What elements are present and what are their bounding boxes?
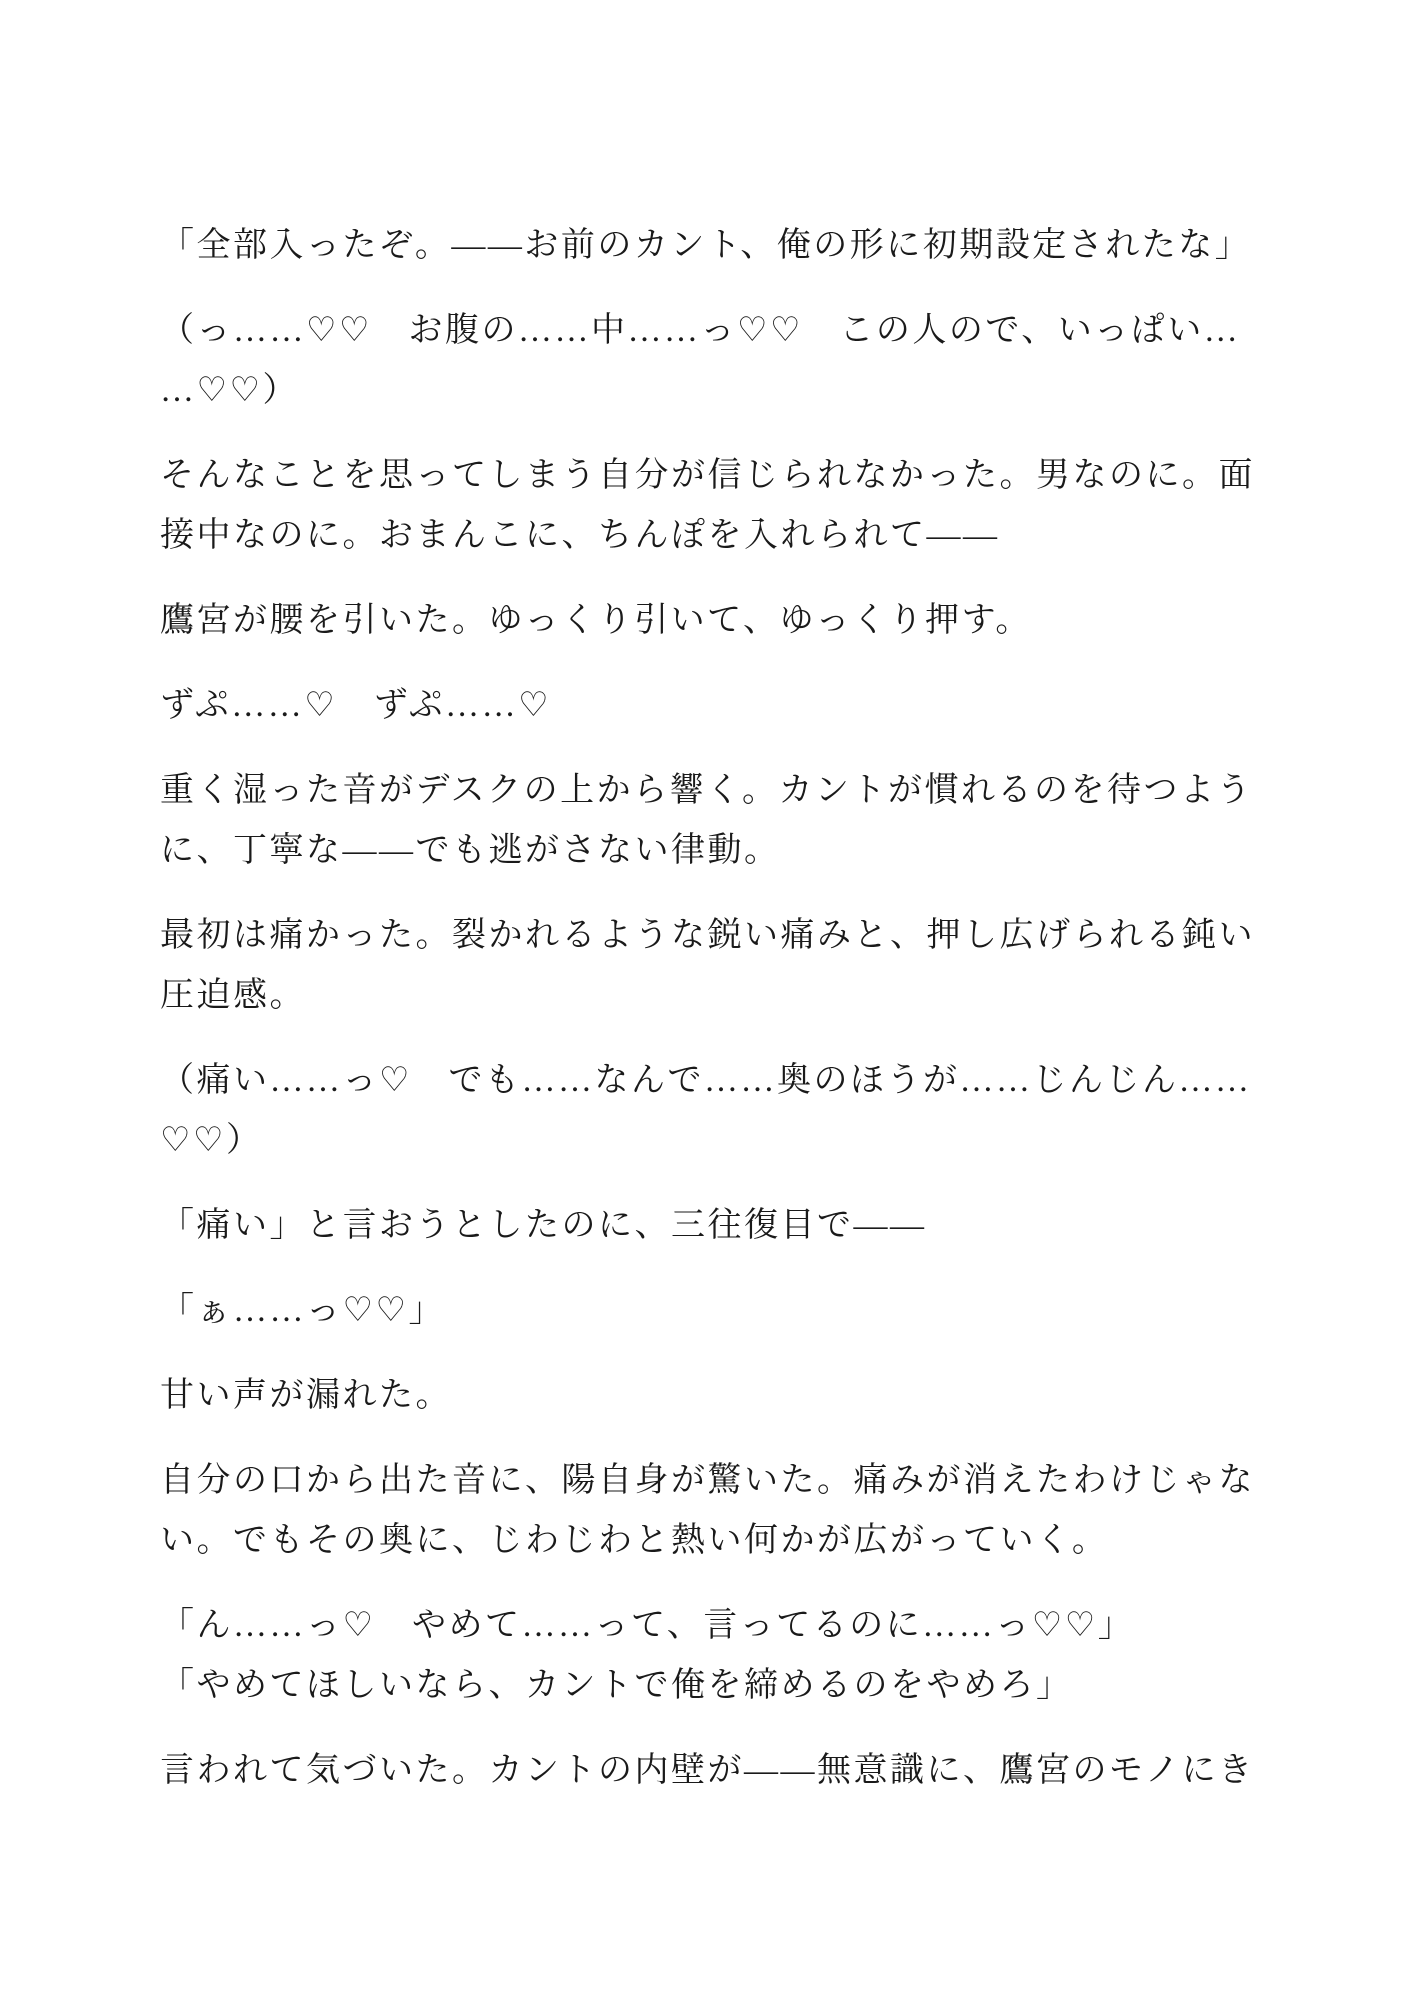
paragraph bbox=[160, 1051, 1275, 1171]
paragraph bbox=[160, 216, 1275, 276]
text-line: に、丁寧な——でも逃がさない律動。 bbox=[160, 832, 781, 869]
text-line: ♡♡） bbox=[160, 1122, 263, 1159]
text-line: い。でもその奥に、じわじわと熱い何かが広がっていく。 bbox=[160, 1522, 1109, 1559]
text-line: 「ぁ……っ♡♡」 bbox=[160, 1292, 445, 1329]
paragraph bbox=[160, 676, 1275, 736]
text-line: …♡♡） bbox=[160, 372, 299, 409]
text-line: 言われて気づいた。カントの内壁が——無意識に、鷹宮のモノにき bbox=[160, 1752, 1255, 1789]
text-line: 「やめてほしいなら、カントで俺を締めるのをやめろ」 bbox=[160, 1667, 1073, 1704]
paragraph bbox=[160, 906, 1275, 1026]
paragraph bbox=[160, 1196, 1275, 1256]
document-body bbox=[160, 216, 1275, 1801]
paragraph bbox=[160, 301, 1275, 421]
paragraph bbox=[160, 1741, 1275, 1801]
paragraph bbox=[160, 761, 1275, 881]
text-line: そんなことを思ってしまう自分が信じられなかった。男なのに。面 bbox=[160, 457, 1255, 494]
text-line: 甘い声が漏れた。 bbox=[160, 1377, 452, 1414]
paragraph bbox=[160, 1451, 1275, 1571]
text-line: （っ……♡♡ お腹の……中……っ♡♡ この人ので、いっぱい… bbox=[160, 312, 1241, 349]
paragraph bbox=[160, 591, 1275, 651]
text-line: 自分の口から出た音に、陽自身が驚いた。痛みが消えたわけじゃな bbox=[160, 1462, 1255, 1499]
text-line: 重く湿った音がデスクの上から響く。カントが慣れるのを待つよう bbox=[160, 772, 1253, 809]
text-line: 圧迫感。 bbox=[160, 977, 306, 1014]
text-line: 接中なのに。おまんこに、ちんぽを入れられて—— bbox=[160, 517, 1000, 554]
text-line: 「ん……っ♡ やめて……って、言ってるのに……っ♡♡」 bbox=[160, 1607, 1135, 1644]
paragraph bbox=[160, 446, 1275, 566]
text-line: 「全部入ったぞ。——お前のカント、俺の形に初期設定されたな」 bbox=[160, 227, 1252, 264]
text-line: 「痛い」と言おうとしたのに、三往復目で—— bbox=[160, 1207, 927, 1244]
paragraph bbox=[160, 1366, 1275, 1426]
text-line: （痛い……っ♡ でも……なんで……奥のほうが……じんじん…… bbox=[160, 1062, 1252, 1099]
text-line: 最初は痛かった。裂かれるような鋭い痛みと、押し広げられる鈍い bbox=[160, 917, 1255, 954]
text-line: 鷹宮が腰を引いた。ゆっくり引いて、ゆっくり押す。 bbox=[160, 602, 1032, 639]
text-line: ずぷ……♡ ずぷ……♡ bbox=[160, 687, 552, 724]
paragraph bbox=[160, 1596, 1275, 1716]
paragraph bbox=[160, 1281, 1275, 1341]
